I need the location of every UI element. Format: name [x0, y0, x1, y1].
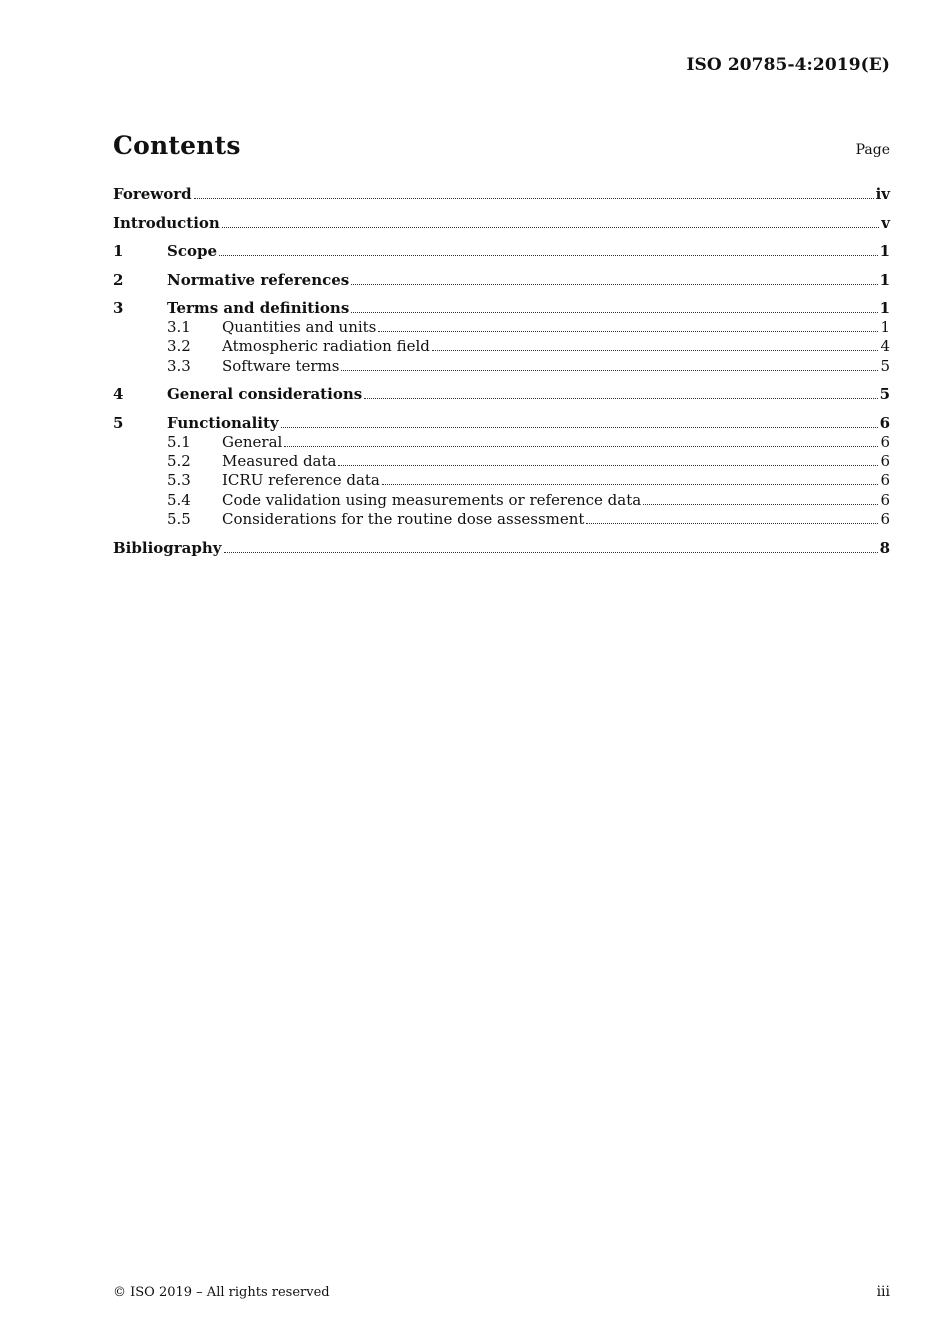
toc-subentry[interactable] [113, 318, 890, 337]
toc-entry-number: 1 [113, 242, 124, 260]
footer-page-number: iii [876, 1284, 890, 1300]
toc-dot-leader [586, 523, 878, 524]
toc-entry-title: Foreword [113, 185, 192, 203]
toc-dot-leader [382, 484, 879, 485]
toc-entry-page: 6 [880, 452, 890, 471]
toc-spacer [113, 404, 890, 414]
toc-entry-number: 3.1 [167, 318, 191, 336]
toc-dot-leader [284, 446, 878, 447]
toc-entry-title: ICRU reference data [222, 471, 380, 490]
toc-spacer [113, 529, 890, 539]
toc-entry-page: 1 [879, 242, 890, 260]
toc-entry-title: Introduction [113, 213, 220, 232]
toc-entry-page: 6 [879, 413, 890, 432]
toc-spacer [113, 261, 890, 271]
toc-entry[interactable] [113, 299, 890, 318]
toc-entry-title: General [222, 432, 283, 451]
toc-subentry[interactable] [113, 491, 890, 510]
toc-entry-number: 5.5 [167, 510, 191, 529]
toc-subentry[interactable] [113, 471, 890, 490]
footer-copyright: © ISO 2019 – All rights reserved [113, 1285, 330, 1300]
toc-entry-number: 5.2 [167, 452, 191, 471]
toc-entry-number: 3 [113, 299, 124, 317]
toc-entry-number: 3.3 [167, 356, 191, 375]
toc-entry-title: Functionality [167, 413, 279, 432]
toc-entry-number: 4 [113, 385, 124, 404]
toc-entry-title: Considerations for the routine dose assessment [222, 510, 585, 529]
toc-entry-title: Scope [167, 242, 218, 260]
toc-entry-title: General considerations [167, 385, 363, 404]
document-id: ISO 20785-4:2019(E) [686, 55, 890, 75]
toc-dot-leader [364, 398, 877, 399]
contents-title: Contents [113, 131, 241, 160]
toc-entry-title: Terms and definitions [167, 299, 350, 317]
toc-entry[interactable] [113, 539, 890, 558]
toc-subentry[interactable] [113, 452, 890, 471]
toc-entry-title: Code validation using measurements or reference data [222, 490, 642, 509]
toc-entry-page: 6 [880, 490, 890, 509]
toc-entry-page: 6 [880, 432, 890, 451]
toc-entry-title: Quantities and units [222, 318, 377, 336]
toc-entry[interactable] [113, 385, 890, 404]
toc-entry-number: 5.3 [167, 471, 191, 490]
toc-entry-page: 1 [880, 318, 890, 336]
toc-entry[interactable] [113, 271, 890, 290]
toc-spacer [113, 376, 890, 386]
toc-entry-page: iv [875, 185, 890, 203]
toc-entry-number: 2 [113, 270, 124, 289]
toc-entry-page: 5 [879, 385, 890, 404]
toc-entry-page: 6 [880, 510, 890, 529]
toc-dot-leader [432, 350, 879, 351]
toc-entry-page: 1 [879, 270, 890, 289]
toc-entry-page: 6 [880, 471, 890, 490]
toc-dot-leader [341, 370, 878, 371]
toc-entry-page: 1 [879, 299, 890, 317]
toc-entry[interactable] [113, 414, 890, 433]
toc-dot-leader [338, 465, 878, 466]
toc-entry-title: Measured data [222, 452, 337, 471]
toc-entry-title: Software terms [222, 356, 340, 375]
table-of-contents [113, 185, 890, 558]
toc-entry-page: 8 [879, 538, 890, 557]
toc-subentry[interactable] [113, 433, 890, 452]
toc-entry[interactable] [113, 214, 890, 233]
toc-dot-leader [281, 427, 878, 428]
toc-subentry[interactable] [113, 357, 890, 376]
toc-dot-leader [378, 331, 878, 332]
toc-dot-leader [351, 284, 877, 285]
toc-entry[interactable] [113, 185, 890, 204]
toc-dot-leader [222, 227, 879, 228]
toc-subentry[interactable] [113, 510, 890, 529]
toc-entry-title: Bibliography [113, 538, 222, 557]
page-column-label: Page [855, 142, 890, 158]
toc-spacer [113, 204, 890, 214]
toc-dot-leader [351, 312, 877, 313]
toc-entry-page: v [881, 213, 890, 232]
toc-entry-number: 5 [113, 413, 124, 432]
toc-spacer [113, 233, 890, 243]
toc-entry[interactable] [113, 242, 890, 261]
toc-dot-leader [194, 198, 874, 199]
toc-entry-number: 3.2 [167, 337, 191, 356]
toc-entry-page: 4 [880, 337, 890, 356]
toc-entry-page: 5 [880, 356, 890, 375]
toc-entry-number: 5.4 [167, 490, 191, 509]
toc-entry-title: Atmospheric radiation field [222, 337, 430, 356]
toc-spacer [113, 290, 890, 300]
toc-dot-leader [224, 552, 878, 553]
toc-dot-leader [219, 255, 878, 256]
toc-entry-number: 5.1 [167, 432, 191, 451]
toc-dot-leader [643, 504, 878, 505]
toc-subentry[interactable] [113, 337, 890, 356]
toc-entry-title: Normative references [167, 270, 350, 289]
